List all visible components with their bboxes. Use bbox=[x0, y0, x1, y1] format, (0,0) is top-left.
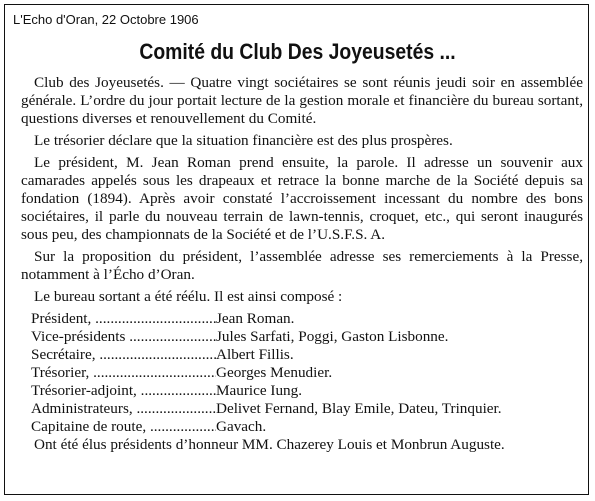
paragraph-3: Le président, M. Jean Roman prend ensuite, la parole. Il adresse un souvenir aux camarades appelés sous les drapeaux et retrace la bonne marche de la Société depuis sa fondation (1894). Après avoir constaté l’accroissement incessant du nombre des bons sociétaires, il parle du nouveau terrain de lawn-tennis, croquet, etc., qui seront inaugurés sous peu, des championnats de la Société et de l’U.S.F.S. A. bbox=[21, 154, 583, 243]
officer-role: Secrétaire, ..... bbox=[21, 346, 216, 364]
officer-names: Gavach. bbox=[216, 418, 267, 435]
officer-row bbox=[21, 382, 583, 400]
officer-row bbox=[21, 364, 583, 382]
officer-names: Georges Menudier. bbox=[216, 364, 333, 381]
article-title: Comité du Club Des Joyeusetés ... bbox=[139, 39, 456, 64]
officer-names: Delivet Fernand, Blay Emile, Dateu, Trinquier. bbox=[216, 400, 502, 417]
officer-row bbox=[21, 418, 583, 436]
officer-row bbox=[21, 328, 583, 346]
officer-row bbox=[21, 400, 583, 418]
office-intro: Le bureau sortant a été réélu. Il est ainsi composé : bbox=[34, 288, 343, 305]
officer-role: Trésorier-adjoint, ..... bbox=[21, 382, 216, 400]
officer-names: Jean Roman. bbox=[216, 310, 295, 327]
officer-role: Vice-présidents ..... bbox=[21, 328, 216, 346]
officer-names: Jules Sarfati, Poggi, Gaston Lisbonne. bbox=[216, 328, 449, 345]
officer-role: Capitaine de route, ..... bbox=[21, 418, 216, 436]
article-body bbox=[21, 74, 583, 458]
officer-row bbox=[21, 310, 583, 328]
officer-names: Maurice Iung. bbox=[216, 382, 303, 399]
officer-list bbox=[21, 310, 583, 436]
paragraph-2: Le trésorier déclare que la situation financière est des plus prospères. bbox=[34, 132, 453, 149]
officer-row bbox=[21, 346, 583, 364]
paragraph-4: Sur la proposition du président, l’assemblée adresse ses remerciements à la Presse, notamment à l’Écho d’Oran. bbox=[21, 248, 583, 283]
article-frame bbox=[4, 4, 589, 495]
paragraph-1: Club des Joyeusetés. — Quatre vingt sociétaires se sont réunis jeudi soir en assemblée générale. L’ordre du jour portait lecture de la gestion morale et financière du bureau sortant, questions diverses et renouvellement du Comité. bbox=[21, 74, 583, 127]
officer-names: Albert Fillis. bbox=[216, 346, 294, 363]
officer-role: Administrateurs, ..... bbox=[21, 400, 216, 418]
officer-role: Président, ..... bbox=[21, 310, 216, 328]
closing-paragraph: Ont été élus présidents d’honneur MM. Chazerey Louis et Monbrun Auguste. bbox=[34, 436, 505, 453]
officer-role: Trésorier, ..... bbox=[21, 364, 216, 382]
newspaper-source: L'Echo d'Oran, 22 Octobre 1906 bbox=[13, 12, 199, 27]
